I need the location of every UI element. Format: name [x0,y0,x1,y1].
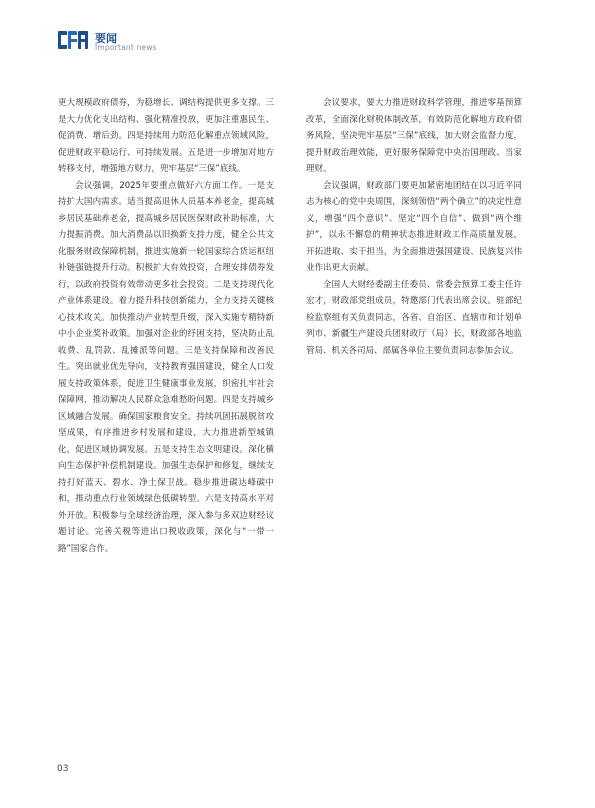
paragraph: 会议强调，2025年要重点做好六方面工作。一是支持扩大国内需求。适当提高退休人员基本养老金，提高城乡居民基础养老金，提高城乡居民医保财政补助标准，大力提振消费。加大消费品以旧换新支持力度，健全公共文化服务财政保障机制，推进实施新一轮国家综合货运枢纽补链强链提升行动。积极扩大有效投资，合理安排债券发行，以政府投资有效带动更多社会投资。二是支持现代化产业体系建设。着力提升科技创新能力，全力支持关键核心技术攻关。加快推动产业转型升级，深入实施专精特新中小企业奖补政策。加强对企业的纾困支持，坚决防止乱收费、乱罚款、乱摊派等问题。三是支持保障和改善民生。突出就业优先导向，支持教育强国建设，健全人口发展支持政策体系，促进卫生健康事业发展，织密扎牢社会保障网，推动解决人民群众急难愁盼问题。四是支持城乡区域融合发展。确保国家粮食安全，持续巩固拓展脱贫攻坚成果，有序推进乡村发展和建设，大力推进新型城镇化，促进区域协调发展。五是支持生态文明建设。深化横向生态保护补偿机制建设。加强生态保护和修复，继续支持打好蓝天、碧水、净土保卫战。稳步推进碳达峰碳中和，推动重点行业领域绿色低碳转型。六是支持高水平对外开放。积极参与全球经济治理，深入参与多双边财经议题讨论。完善关税等进出口税收政策，深化与“一带一路”国家合作。 [58,180,274,554]
left-column [58,95,274,557]
cfa-logo-icon [57,28,89,52]
paragraph: 更大规模政府债券，为稳增长、调结构提供更多支撑。三是大力优化支出结构、强化精准投放，更加注重惠民生、促消费、增后劲。四是持续用力防范化解重点领域风险，促进财政平稳运行、可持续发展。五是进一步增加对地方转移支付，增强地方财力，兜牢基层“三保”底线。 [58,98,274,174]
section-subtitle: Important news [95,43,157,52]
page-number: 03 [57,764,69,774]
section-title: 要闻 [95,32,117,45]
right-column [306,95,522,359]
paragraph: 会议强调，财政部门要更加紧密地团结在以习近平同志为核心的党中央周围，深刻领悟“两个确立”的决定性意义，增强“四个意识”、坚定“四个自信”、做到“两个维护”，以永不懈怠的精神状态推进财政工作高质量发展，开拓进取、实干担当，为全面推进强国建设、民族复兴伟业作出更大贡献。 [306,180,522,273]
paragraph: 会议要求，要大力推进财政科学管理，推进零基预算改革，全面深化财税体制改革，有效防范化解地方政府债务风险，坚决兜牢基层“三保”底线，加大财会监督力度，提升财政治理效能，更好服务保障党中央治国理政、当家理财。 [306,98,522,174]
paragraph: 全国人大财经委副主任委员、常委会预算工委主任许宏才，财政部党组成员，特邀部门代表出席会议。驻部纪检监察组有关负责同志，各省、自治区、直辖市和计划单列市、新疆生产建设兵团财政厅（局）长，财政部各地监管局、机关各司局、部属各单位主要负责同志参加会议。 [306,279,522,356]
